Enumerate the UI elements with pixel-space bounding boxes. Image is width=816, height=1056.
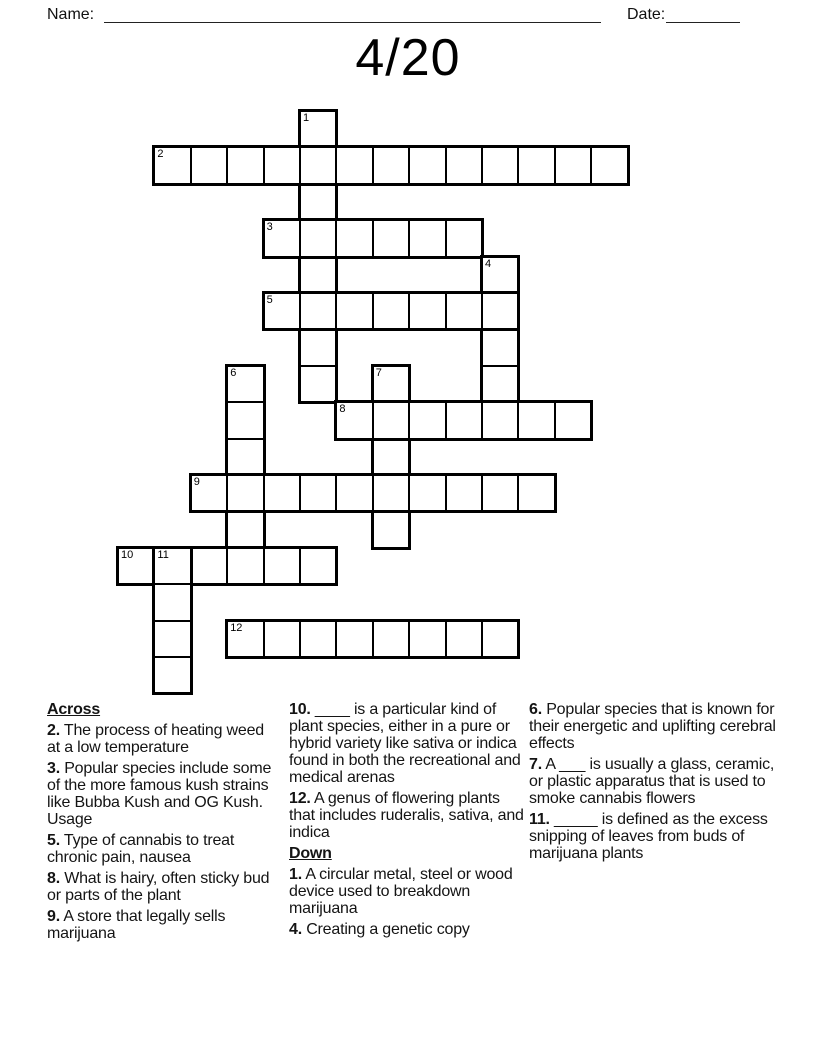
- grid-cell[interactable]: [372, 401, 410, 439]
- grid-cell[interactable]: [372, 510, 410, 548]
- grid-cell[interactable]: [408, 620, 446, 658]
- grid-cell[interactable]: [263, 146, 301, 184]
- grid-cell[interactable]: [445, 146, 483, 184]
- grid-cell[interactable]: [226, 547, 264, 585]
- grid-cell[interactable]: [335, 292, 373, 330]
- grid-cell[interactable]: [335, 219, 373, 257]
- clue-column-2: [289, 701, 525, 942]
- grid-cell[interactable]: [590, 146, 628, 184]
- grid-cell[interactable]: [372, 438, 410, 476]
- clue-item-12: 12. A genus of flowering plants that includes ruderalis, sativa, and indica: [289, 790, 524, 841]
- grid-cell[interactable]: [481, 365, 519, 403]
- grid-cell[interactable]: [481, 474, 519, 512]
- grid-cell[interactable]: [226, 146, 264, 184]
- grid-cell[interactable]: [335, 401, 373, 439]
- grid-cell[interactable]: [335, 146, 373, 184]
- grid-cell[interactable]: [299, 292, 337, 330]
- grid-cell[interactable]: [117, 547, 155, 585]
- name-input-line[interactable]: [104, 4, 601, 23]
- grid-cell[interactable]: [226, 401, 264, 439]
- cell-number-label: 4: [485, 257, 492, 270]
- grid-cell[interactable]: [445, 292, 483, 330]
- grid-cell[interactable]: [299, 620, 337, 658]
- grid-cell[interactable]: [299, 110, 337, 148]
- grid-cell[interactable]: [408, 474, 446, 512]
- clue-item-3: 3. Popular species include some of the more famous kush strains like Bubba Kush and OG Kush. Usage: [47, 760, 272, 828]
- clue-item-7: 7. A ___ is usually a glass, ceramic, or plastic apparatus that is used to smoke cannabis flowers: [529, 756, 775, 807]
- clue-number: 6.: [529, 701, 542, 718]
- clue-number: 5.: [47, 832, 60, 849]
- cell-number-label: 11: [157, 548, 169, 561]
- clue-item-5: 5. Type of cannabis to treat chronic pain, nausea: [47, 832, 235, 866]
- grid-cell[interactable]: [481, 256, 519, 294]
- clue-item-6: 6. Popular species that is known for their energetic and uplifting cerebral effects: [529, 701, 776, 752]
- grid-cell[interactable]: [226, 620, 264, 658]
- grid-cell[interactable]: [263, 620, 301, 658]
- grid-cell[interactable]: [481, 328, 519, 366]
- clue-column-3: [529, 701, 776, 866]
- grid-cell[interactable]: [153, 620, 191, 658]
- clue-number: 3.: [47, 760, 60, 777]
- grid-cell[interactable]: [517, 474, 555, 512]
- grid-cell[interactable]: [517, 401, 555, 439]
- grid-cell[interactable]: [263, 219, 301, 257]
- grid-cell[interactable]: [554, 401, 592, 439]
- date-input-line[interactable]: [666, 4, 740, 23]
- grid-cell[interactable]: [226, 474, 264, 512]
- cell-number-label: 7: [375, 366, 382, 379]
- clue-number: 4.: [289, 921, 302, 938]
- puzzle-title: 4/20: [355, 29, 461, 87]
- grid-cell[interactable]: [372, 474, 410, 512]
- clue-item-11: 11. _____ is defined as the excess snipping of leaves from buds of marijuana plants: [529, 811, 768, 862]
- grid-cell[interactable]: [153, 583, 191, 621]
- grid-cell[interactable]: [554, 146, 592, 184]
- clue-number: 1.: [289, 866, 302, 883]
- grid-cell[interactable]: [372, 365, 410, 403]
- grid-cell[interactable]: [372, 620, 410, 658]
- grid-cell[interactable]: [299, 256, 337, 294]
- grid-cell[interactable]: [190, 474, 228, 512]
- cell-number-label: 8: [339, 403, 346, 416]
- clue-number: 9.: [47, 908, 60, 925]
- clues-heading-down: Down: [289, 845, 332, 862]
- grid-cell[interactable]: [153, 656, 191, 694]
- grid-cell[interactable]: [263, 292, 301, 330]
- clue-number: 7.: [529, 756, 542, 773]
- grid-cell[interactable]: [299, 474, 337, 512]
- grid-cell[interactable]: [190, 547, 228, 585]
- clue-number: 8.: [47, 870, 60, 887]
- grid-cell[interactable]: [299, 219, 337, 257]
- grid-cell[interactable]: [481, 401, 519, 439]
- clue-item-1: 1. A circular metal, steel or wood device used to breakdown marijuana: [289, 866, 513, 917]
- clue-item-2: 2. The process of heating weed at a low temperature: [47, 722, 264, 756]
- grid-cell[interactable]: [408, 401, 446, 439]
- grid-cell[interactable]: [226, 365, 264, 403]
- cell-number-label: 10: [121, 548, 134, 561]
- grid-cell[interactable]: [517, 146, 555, 184]
- grid-cell[interactable]: [263, 474, 301, 512]
- grid-cell[interactable]: [481, 620, 519, 658]
- grid-cell[interactable]: [481, 292, 519, 330]
- cell-number-label: 12: [230, 621, 243, 634]
- grid-cell[interactable]: [263, 547, 301, 585]
- clue-column-1: [47, 701, 280, 946]
- grid-cell[interactable]: [481, 146, 519, 184]
- grid-cell[interactable]: [153, 146, 191, 184]
- clue-number: 10.: [289, 701, 311, 718]
- grid-cell[interactable]: [408, 146, 446, 184]
- cell-number-label: 6: [230, 366, 237, 379]
- grid-cell[interactable]: [372, 292, 410, 330]
- grid-cell[interactable]: [153, 547, 191, 585]
- clue-item-4: 4. Creating a genetic copy: [289, 921, 470, 938]
- grid-cell[interactable]: [372, 146, 410, 184]
- grid-cell[interactable]: [445, 219, 483, 257]
- cell-number-label: 3: [266, 221, 273, 234]
- grid-cell[interactable]: [408, 219, 446, 257]
- cell-number-label: 9: [193, 476, 200, 488]
- clue-number: 2.: [47, 722, 60, 739]
- grid-cell[interactable]: [445, 620, 483, 658]
- grid-cell[interactable]: [335, 620, 373, 658]
- grid-cell[interactable]: [190, 146, 228, 184]
- crossword-grid: [117, 110, 632, 698]
- grid-cell[interactable]: [372, 219, 410, 257]
- grid-cell[interactable]: [299, 146, 337, 184]
- cell-number-label: 2: [157, 148, 164, 161]
- grid-cell[interactable]: [226, 510, 264, 548]
- cell-number-label: 5: [266, 294, 273, 306]
- cell-number-label: 1: [303, 112, 310, 124]
- grid-cell[interactable]: [299, 183, 337, 221]
- grid-cell[interactable]: [445, 401, 483, 439]
- clue-number: 11.: [529, 811, 550, 828]
- grid-cell[interactable]: [335, 474, 373, 512]
- grid-cell[interactable]: [408, 292, 446, 330]
- grid-cell[interactable]: [226, 438, 264, 476]
- clues-heading-across: Across: [47, 701, 101, 718]
- grid-cell[interactable]: [299, 365, 337, 403]
- grid-cell[interactable]: [299, 328, 337, 366]
- clue-item-9: 9. A store that legally sells marijuana: [47, 908, 226, 942]
- grid-cell[interactable]: [299, 547, 337, 585]
- clue-number: 12.: [289, 790, 311, 807]
- date-label: Date:: [627, 6, 666, 23]
- clue-item-8: 8. What is hairy, often sticky bud or parts of the plant: [47, 870, 270, 904]
- clue-item-10: 10. ____ is a particular kind of plant species, either in a pure or hybrid variety like sativa or indica found in both the recreational and medical arenas: [289, 701, 521, 786]
- grid-cell[interactable]: [445, 474, 483, 512]
- name-label: Name:: [47, 6, 95, 23]
